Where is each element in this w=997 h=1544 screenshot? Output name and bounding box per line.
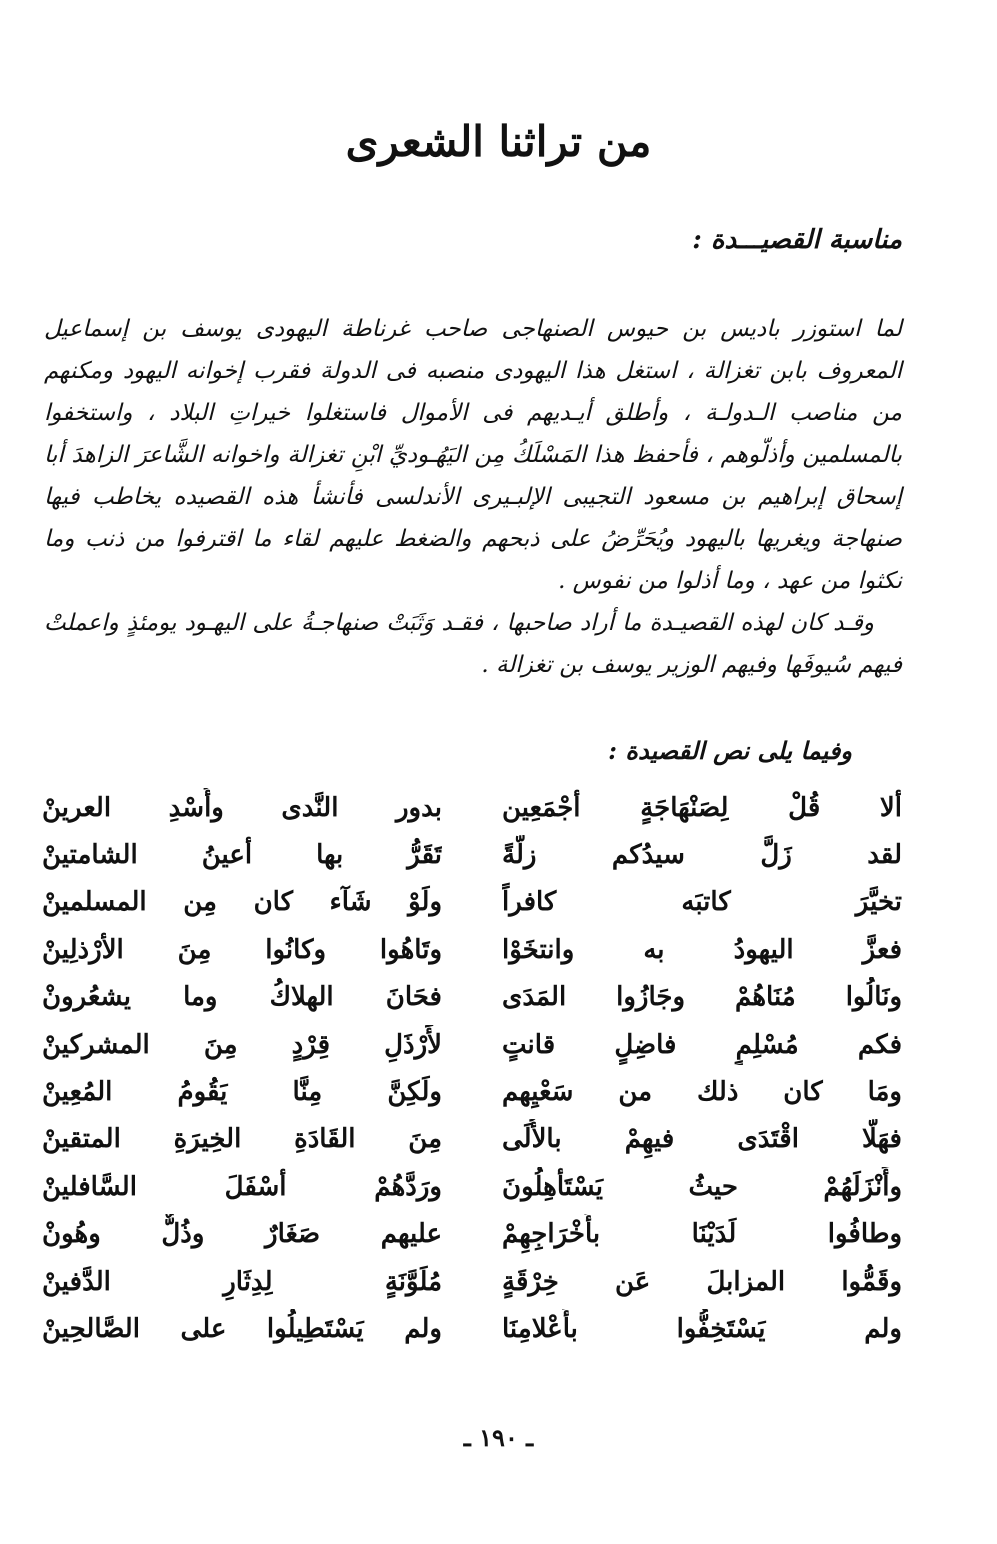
verse	[42, 879, 902, 926]
first-hemistich: ولم يَسْتَخِفُّوا بأَعْلامِنَا	[502, 1313, 902, 1344]
verse	[42, 1163, 902, 1210]
second-hemistich: مِنَ القَادَةِ الخِيرَةِ المتقينْ	[42, 1124, 442, 1155]
second-hemistich: فحَانَ الهلاكُ وما يشعُرونْ	[42, 982, 442, 1013]
paragraph: لما استوزر باديس بن حيوس الصنهاجى صاحب غرناطة اليهودى يوسف بن إسماعيل المعروف بابن تغزالة ، استغل هذا اليهودى منصبه فى الدولة فقرب إخوانه اليهود ومكنهم من مناصب الـدولـة ، وأطلق أيـديهم فى الأموال فاستغلوا خيراتِ البلاد ، واستخفوا بالمسلمين وأذلّوهم ، فأحفظ هذا المَسْلَكُ مِن اليَهُـوديِّ ابْنِ تغزالة واخوانه الشَّاعرَ الزاهدَ أبا إسحاق إبراهيم بن مسعود التجيبى الإلبـيرى الأندلسى فأنشأ هذه القصيده يخاطب فيها صنهاجة ويغريها باليهود ويُحَرِّضُ على ذبحهم والضغط عليهم لقاء ما اقترفوا من ذنب وما نكثوا من عهد ، وما أذلوا من نفوس .	[44, 316, 902, 594]
verse	[42, 926, 902, 973]
first-hemistich: ألا قُلْ لِصَنْهَاجَةٍ أجْمَعِين	[502, 792, 902, 823]
poem	[42, 784, 902, 1353]
page-title: من تراثنا الشعرى	[345, 117, 652, 166]
second-hemistich: ولَوْ شَآء كان مِن المسلمينْ	[42, 887, 442, 918]
first-hemistich: ونَالُوا مُنَاهُمْ وجَازُوا المَدَى	[502, 982, 902, 1013]
second-hemistich: بدور النَّدى وأُسْدِ العرينْ	[42, 792, 442, 823]
verse	[42, 974, 902, 1021]
verse	[42, 1068, 902, 1115]
second-hemistich: لأَرْذَلِ قِرْدٍ مِنَ المشركينْ	[42, 1029, 442, 1060]
first-hemistich: تخيَّرَ كاتبَه كافراً	[502, 887, 902, 918]
first-hemistich: وقَمُّوا المزابلَ عَن خِرْقَةٍ	[502, 1266, 902, 1297]
verse	[42, 831, 902, 878]
occasion-text	[44, 308, 902, 686]
paragraph: وقـد كان لهذه القصيـدة ما أراد صاحبها ، فقـد وَثَبَتْ صنهاجـةُ على اليهـود يومئذٍ واعملتْ فيهم سُيوفَها وفيهم الوزير يوسف بن تغزالة .	[44, 610, 902, 678]
verse	[42, 784, 902, 831]
verse	[42, 1211, 902, 1258]
first-hemistich: فكم مُسْلِمٍ فاضِلٍ قانتٍ	[502, 1029, 902, 1060]
page-number: ـ ١٩٠ ـ	[463, 1423, 534, 1452]
verse	[42, 1258, 902, 1305]
first-hemistich: وأَنْزَلَهُمْ حيثُ يَسْتَأْهِلُونَ	[502, 1171, 902, 1202]
second-hemistich: عليهم صَغَارٌ وذُلٌّ وهُونْ	[42, 1219, 442, 1250]
poem-intro: وفيما يلى نص القصيدة :	[608, 736, 852, 765]
second-hemistich: ورَدَّهُمْ أسْفَلَ السَّافلينْ	[42, 1171, 442, 1202]
second-hemistich: ولَكِنَّ مِنَّا يَقُومُ المُعِينْ	[42, 1077, 442, 1108]
occasion-heading: مناسبة القصيـــدة :	[692, 225, 902, 255]
verse	[42, 1305, 902, 1352]
first-hemistich: لقد زَلَّ سيدُكم زلَّةً	[502, 840, 902, 871]
first-hemistich: فهَلَّا اقْتَدَى فيهِمْ بالأُلَى	[502, 1124, 902, 1155]
first-hemistich: فعزَّ اليهودُ به وانتخَوْا	[502, 934, 902, 965]
second-hemistich: وتَاهُوا وكانُوا مِنَ الأرْذلِينْ	[42, 934, 442, 965]
first-hemistich: وطافُوا لَدَيْنَا بأَخْرَاجِهِمْ	[502, 1219, 902, 1250]
verse	[42, 1116, 902, 1163]
first-hemistich: ومَا كان ذلك من سَعْيِهم	[502, 1077, 902, 1108]
second-hemistich: ولم يَسْتَطِيلُوا على الصَّالحِينْ	[42, 1313, 442, 1344]
verse	[42, 1021, 902, 1068]
second-hemistich: مُلَوَّنَةٍ لِدِثَارِ الدَّفينْ	[42, 1266, 442, 1297]
second-hemistich: تَقَرُّ بها أعينُ الشامتينْ	[42, 840, 442, 871]
